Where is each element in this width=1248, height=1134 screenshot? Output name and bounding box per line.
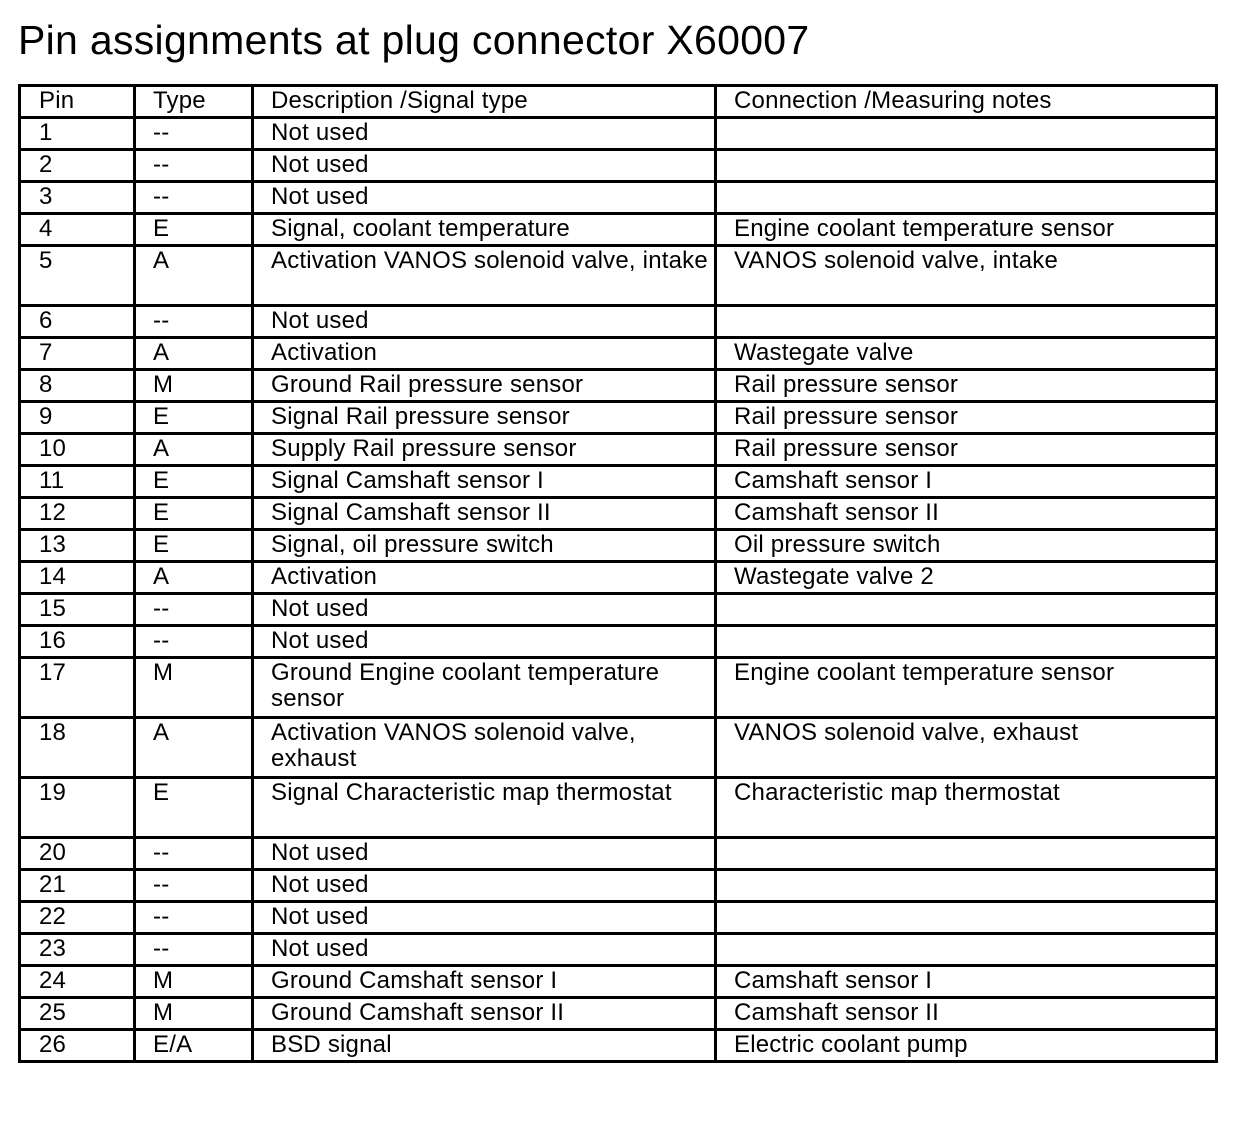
connection-cell: Rail pressure sensor xyxy=(716,434,1217,466)
connection-cell xyxy=(716,934,1217,966)
pin-cell: 19 xyxy=(20,778,135,838)
pin-cell: 11 xyxy=(20,466,135,498)
type-cell: M xyxy=(135,370,253,402)
pin-cell: 24 xyxy=(20,966,135,998)
pin-cell: 16 xyxy=(20,626,135,658)
type-cell: A xyxy=(135,718,253,778)
description-cell: Signal Camshaft sensor I xyxy=(253,466,716,498)
table-row xyxy=(20,658,1217,718)
pin-cell: 6 xyxy=(20,306,135,338)
table-row xyxy=(20,838,1217,870)
description-cell: Ground Camshaft sensor I xyxy=(253,966,716,998)
table-row xyxy=(20,934,1217,966)
connection-cell: Wastegate valve xyxy=(716,338,1217,370)
type-cell: -- xyxy=(135,182,253,214)
connection-cell: Wastegate valve 2 xyxy=(716,562,1217,594)
type-cell: A xyxy=(135,434,253,466)
description-cell: Ground Engine coolant temperature sensor xyxy=(253,658,716,718)
pin-cell: 12 xyxy=(20,498,135,530)
type-cell: -- xyxy=(135,838,253,870)
table-row xyxy=(20,966,1217,998)
table-row xyxy=(20,150,1217,182)
description-cell: Signal, coolant temperature xyxy=(253,214,716,246)
type-cell: -- xyxy=(135,902,253,934)
connection-cell xyxy=(716,182,1217,214)
table-row xyxy=(20,498,1217,530)
pin-cell: 7 xyxy=(20,338,135,370)
type-cell: M xyxy=(135,998,253,1030)
pin-cell: 23 xyxy=(20,934,135,966)
type-cell: -- xyxy=(135,870,253,902)
connection-cell xyxy=(716,594,1217,626)
table-row xyxy=(20,1030,1217,1062)
type-cell: A xyxy=(135,562,253,594)
pin-cell: 5 xyxy=(20,246,135,306)
pin-cell: 21 xyxy=(20,870,135,902)
pin-cell: 3 xyxy=(20,182,135,214)
connection-cell xyxy=(716,902,1217,934)
type-cell: E xyxy=(135,498,253,530)
table-row xyxy=(20,182,1217,214)
table-row xyxy=(20,562,1217,594)
pin-cell: 8 xyxy=(20,370,135,402)
connection-cell: Rail pressure sensor xyxy=(716,370,1217,402)
connection-cell: Electric coolant pump xyxy=(716,1030,1217,1062)
pin-cell: 1 xyxy=(20,118,135,150)
description-cell: Not used xyxy=(253,902,716,934)
description-cell: Not used xyxy=(253,626,716,658)
type-cell: E/A xyxy=(135,1030,253,1062)
connection-cell: VANOS solenoid valve, intake xyxy=(716,246,1217,306)
description-cell: Not used xyxy=(253,934,716,966)
type-cell: E xyxy=(135,402,253,434)
description-cell: Activation xyxy=(253,338,716,370)
type-cell: -- xyxy=(135,150,253,182)
connection-cell: Engine coolant temperature sensor xyxy=(716,658,1217,718)
type-cell: E xyxy=(135,214,253,246)
pin-cell: 17 xyxy=(20,658,135,718)
table-row xyxy=(20,998,1217,1030)
table-row xyxy=(20,214,1217,246)
pin-cell: 10 xyxy=(20,434,135,466)
description-cell: Activation VANOS solenoid valve, intake xyxy=(253,246,716,306)
connection-cell xyxy=(716,870,1217,902)
description-cell: Not used xyxy=(253,306,716,338)
type-cell: -- xyxy=(135,934,253,966)
description-cell: Signal Camshaft sensor II xyxy=(253,498,716,530)
table-row xyxy=(20,530,1217,562)
table-row xyxy=(20,778,1217,838)
description-cell: Not used xyxy=(253,870,716,902)
table-row xyxy=(20,306,1217,338)
pin-cell: 14 xyxy=(20,562,135,594)
pin-cell: 15 xyxy=(20,594,135,626)
description-cell: Supply Rail pressure sensor xyxy=(253,434,716,466)
table-row xyxy=(20,118,1217,150)
table-row xyxy=(20,370,1217,402)
type-cell: A xyxy=(135,246,253,306)
connection-cell xyxy=(716,626,1217,658)
description-cell: Signal Rail pressure sensor xyxy=(253,402,716,434)
connection-cell: Camshaft sensor II xyxy=(716,498,1217,530)
table-row xyxy=(20,402,1217,434)
table-row xyxy=(20,870,1217,902)
connection-cell: Characteristic map thermostat xyxy=(716,778,1217,838)
header-description: Description /Signal type xyxy=(253,86,716,118)
type-cell: E xyxy=(135,530,253,562)
table-row xyxy=(20,434,1217,466)
connection-cell xyxy=(716,838,1217,870)
description-cell: Not used xyxy=(253,594,716,626)
type-cell: A xyxy=(135,338,253,370)
description-cell: Signal, oil pressure switch xyxy=(253,530,716,562)
pin-cell: 4 xyxy=(20,214,135,246)
header-type: Type xyxy=(135,86,253,118)
pin-cell: 22 xyxy=(20,902,135,934)
pin-cell: 20 xyxy=(20,838,135,870)
type-cell: -- xyxy=(135,306,253,338)
connection-cell: Camshaft sensor I xyxy=(716,466,1217,498)
type-cell: E xyxy=(135,778,253,838)
type-cell: -- xyxy=(135,594,253,626)
header-pin: Pin xyxy=(20,86,135,118)
description-cell: Signal Characteristic map thermostat xyxy=(253,778,716,838)
table-row xyxy=(20,246,1217,306)
description-cell: BSD signal xyxy=(253,1030,716,1062)
description-cell: Activation xyxy=(253,562,716,594)
connection-cell: Engine coolant temperature sensor xyxy=(716,214,1217,246)
description-cell: Not used xyxy=(253,838,716,870)
header-connection: Connection /Measuring notes xyxy=(716,86,1217,118)
pin-cell: 26 xyxy=(20,1030,135,1062)
connection-cell: Rail pressure sensor xyxy=(716,402,1217,434)
pin-cell: 2 xyxy=(20,150,135,182)
table-row xyxy=(20,594,1217,626)
table-row xyxy=(20,902,1217,934)
connection-cell: Camshaft sensor I xyxy=(716,966,1217,998)
header-row xyxy=(20,86,1217,118)
description-cell: Not used xyxy=(253,118,716,150)
description-cell: Activation VANOS solenoid valve, exhaust xyxy=(253,718,716,778)
connection-cell: Oil pressure switch xyxy=(716,530,1217,562)
description-cell: Ground Camshaft sensor II xyxy=(253,998,716,1030)
connection-cell xyxy=(716,306,1217,338)
type-cell: E xyxy=(135,466,253,498)
page-title: Pin assignments at plug connector X60007 xyxy=(18,17,810,63)
connection-cell xyxy=(716,118,1217,150)
pin-cell: 25 xyxy=(20,998,135,1030)
pin-cell: 9 xyxy=(20,402,135,434)
table-row xyxy=(20,626,1217,658)
description-cell: Not used xyxy=(253,150,716,182)
table-row xyxy=(20,718,1217,778)
description-cell: Not used xyxy=(253,182,716,214)
type-cell: -- xyxy=(135,118,253,150)
connection-cell: Camshaft sensor II xyxy=(716,998,1217,1030)
type-cell: M xyxy=(135,966,253,998)
type-cell: M xyxy=(135,658,253,718)
pin-cell: 18 xyxy=(20,718,135,778)
description-cell: Ground Rail pressure sensor xyxy=(253,370,716,402)
table-row xyxy=(20,466,1217,498)
type-cell: -- xyxy=(135,626,253,658)
connection-cell: VANOS solenoid valve, exhaust xyxy=(716,718,1217,778)
pin-cell: 13 xyxy=(20,530,135,562)
pin-assignment-table xyxy=(18,84,1218,1063)
connection-cell xyxy=(716,150,1217,182)
table-row xyxy=(20,338,1217,370)
